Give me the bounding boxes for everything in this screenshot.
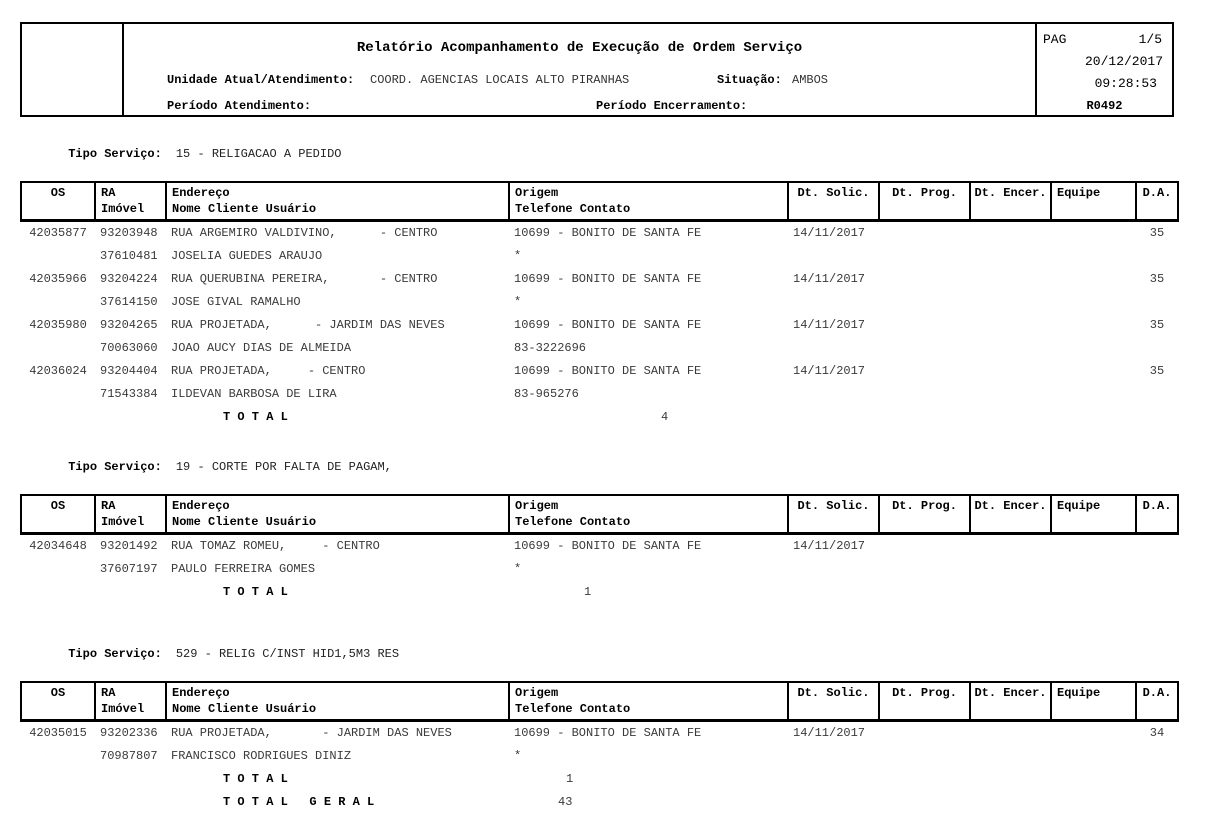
os-header-label: OS	[22, 185, 94, 201]
origem-header-label: Origem	[515, 498, 784, 514]
endereco-cell: RUA PROJETADA, - JARDIM DAS NEVES	[166, 721, 509, 746]
column-header-da	[1136, 495, 1178, 534]
dt-encer-cell	[970, 245, 1051, 268]
column-header-equipe	[1051, 682, 1136, 721]
imovel-cell: 71543384	[95, 383, 166, 406]
dt-solic-cell: 14/11/2017	[788, 721, 879, 746]
os-cell: 42035966	[21, 268, 95, 291]
dt-encer-cell	[970, 221, 1051, 246]
situacao-value: AMBOS	[792, 72, 828, 88]
os-cell: 42036024	[21, 360, 95, 383]
os-header-label: OS	[22, 685, 94, 701]
record-row-line2	[21, 745, 1178, 768]
tipo-servico-value: 15 - RELIGACAO A PEDIDO	[176, 147, 342, 161]
dt-prog-cell	[879, 383, 970, 406]
record-row-line1	[21, 268, 1178, 291]
equipe-header-label: Equipe	[1057, 685, 1132, 701]
telefone-cell: *	[509, 291, 788, 314]
os-cell	[21, 558, 95, 581]
da-cell	[1136, 581, 1178, 604]
os-cell	[21, 406, 95, 429]
imovel-cell: 37610481	[95, 245, 166, 268]
situacao-label: Situação:	[717, 72, 782, 88]
dt-encer-header-label: Dt. Encer.	[971, 185, 1050, 201]
equipe-cell	[1051, 221, 1136, 246]
endereco-header-label: Endereço	[172, 185, 505, 201]
tipo-servico-line	[25, 443, 1205, 491]
dt-solic-header-label: Dt. Solic.	[789, 185, 878, 201]
equipe-cell	[1051, 721, 1136, 746]
equipe-cell	[1051, 314, 1136, 337]
column-header-endereco-nome	[166, 682, 509, 721]
dt-prog-header-label: Dt. Prog.	[880, 185, 969, 201]
ra-header-label: RA	[101, 685, 162, 701]
column-header-ra-imovel	[95, 182, 166, 221]
os-cell: 42035980	[21, 314, 95, 337]
origem-header-label: Origem	[515, 685, 784, 701]
telefone-cell: 83-3222696	[509, 337, 788, 360]
column-header-origem-telefone	[509, 495, 788, 534]
dt-solic-cell: 14/11/2017	[788, 314, 879, 337]
telefone-cell: 83-965276	[509, 383, 788, 406]
column-header-dt-prog	[879, 682, 970, 721]
dt-encer-cell	[970, 768, 1051, 791]
tipo-servico-value: 19 - CORTE POR FALTA DE PAGAM,	[176, 460, 392, 474]
table-body	[21, 221, 1178, 430]
origem-cell: 10699 - BONITO DE SANTA FE	[509, 221, 788, 246]
equipe-cell	[1051, 791, 1136, 814]
equipe-cell	[1051, 406, 1136, 429]
dt-encer-cell	[970, 581, 1051, 604]
dt-solic-cell	[788, 245, 879, 268]
telefone-cell: *	[509, 245, 788, 268]
equipe-cell	[1051, 581, 1136, 604]
os-cell	[21, 581, 95, 604]
service-orders-table	[20, 681, 1179, 814]
total-value: 1	[509, 581, 788, 604]
report-code: R0492	[1037, 95, 1172, 117]
equipe-cell	[1051, 337, 1136, 360]
column-header-endereco-nome	[166, 495, 509, 534]
record-row-line1	[21, 221, 1178, 246]
column-header-endereco-nome	[166, 182, 509, 221]
column-header-os	[21, 495, 95, 534]
dt-prog-cell	[879, 581, 970, 604]
da-cell	[1136, 291, 1178, 314]
pag-label: PAG	[1043, 29, 1066, 51]
equipe-cell	[1051, 534, 1136, 559]
os-cell	[21, 745, 95, 768]
ra-cell: 93204265	[95, 314, 166, 337]
tipo-servico-label: Tipo Serviço:	[68, 460, 162, 474]
table-header-row	[21, 682, 1178, 721]
dt-prog-cell	[879, 534, 970, 559]
os-cell	[21, 245, 95, 268]
record-row-line2	[21, 558, 1178, 581]
column-header-os	[21, 682, 95, 721]
dt-solic-cell: 14/11/2017	[788, 534, 879, 559]
dt-prog-cell	[879, 360, 970, 383]
report-title: Relatório Acompanhamento de Execução de Ordem Serviço	[124, 40, 1035, 56]
equipe-header-label: Equipe	[1057, 498, 1132, 514]
nome-cliente-cell: ILDEVAN BARBOSA DE LIRA	[166, 383, 509, 406]
dt-encer-cell	[970, 791, 1051, 814]
ra-cell	[95, 581, 166, 604]
origem-cell: 10699 - BONITO DE SANTA FE	[509, 268, 788, 291]
dt-prog-cell	[879, 745, 970, 768]
column-header-ra-imovel	[95, 682, 166, 721]
da-cell	[1136, 245, 1178, 268]
dt-solic-cell	[788, 745, 879, 768]
tipo-servico-line	[25, 130, 1205, 178]
equipe-cell	[1051, 768, 1136, 791]
origem-cell: 10699 - BONITO DE SANTA FE	[509, 360, 788, 383]
total-value: 43	[509, 791, 788, 814]
dt-solic-cell: 14/11/2017	[788, 360, 879, 383]
da-cell: 34	[1136, 721, 1178, 746]
dt-prog-cell	[879, 268, 970, 291]
unidade-atendimento-value: COORD. AGENCIAS LOCAIS ALTO PIRANHAS	[370, 72, 629, 88]
da-cell	[1136, 558, 1178, 581]
service-orders-table	[20, 181, 1179, 429]
column-header-equipe	[1051, 182, 1136, 221]
ra-cell: 93204404	[95, 360, 166, 383]
dt-prog-cell	[879, 337, 970, 360]
os-cell: 42034648	[21, 534, 95, 559]
da-cell	[1136, 406, 1178, 429]
nome-cliente-cell: FRANCISCO RODRIGUES DINIZ	[166, 745, 509, 768]
tipo-servico-label: Tipo Serviço:	[68, 147, 162, 161]
column-header-dt-encer	[970, 182, 1051, 221]
da-header-label: D.A.	[1137, 185, 1177, 201]
dt-solic-cell	[788, 791, 879, 814]
os-cell	[21, 291, 95, 314]
column-header-da	[1136, 682, 1178, 721]
tipo-servico-section	[20, 443, 1205, 604]
imovel-cell: 70063060	[95, 337, 166, 360]
da-cell	[1136, 534, 1178, 559]
column-header-dt-solic	[788, 682, 879, 721]
total-label: T O T A L	[166, 768, 509, 791]
os-cell	[21, 791, 95, 814]
record-row-line2	[21, 383, 1178, 406]
dt-solic-cell: 14/11/2017	[788, 268, 879, 291]
tipo-servico-label: Tipo Serviço:	[68, 647, 162, 661]
telefone-cell: *	[509, 745, 788, 768]
origem-cell: 10699 - BONITO DE SANTA FE	[509, 721, 788, 746]
equipe-header-label: Equipe	[1057, 185, 1132, 201]
os-cell: 42035015	[21, 721, 95, 746]
nome-header-label: Nome Cliente Usuário	[172, 201, 505, 217]
equipe-cell	[1051, 383, 1136, 406]
dt-encer-cell	[970, 337, 1051, 360]
dt-prog-cell	[879, 558, 970, 581]
os-cell	[21, 383, 95, 406]
total-row	[21, 768, 1178, 791]
total-row	[21, 581, 1178, 604]
column-header-dt-encer	[970, 682, 1051, 721]
dt-encer-header-label: Dt. Encer.	[971, 498, 1050, 514]
dt-prog-cell	[879, 291, 970, 314]
column-header-dt-encer	[970, 495, 1051, 534]
column-header-equipe	[1051, 495, 1136, 534]
nome-cliente-cell: JOAO AUCY DIAS DE ALMEIDA	[166, 337, 509, 360]
ra-header-label: RA	[101, 498, 162, 514]
equipe-cell	[1051, 558, 1136, 581]
nome-cliente-cell: PAULO FERREIRA GOMES	[166, 558, 509, 581]
telefone-header-label: Telefone Contato	[515, 701, 784, 717]
record-row-line1	[21, 360, 1178, 383]
origem-cell: 10699 - BONITO DE SANTA FE	[509, 314, 788, 337]
da-cell	[1136, 745, 1178, 768]
dt-prog-cell	[879, 721, 970, 746]
endereco-cell: RUA ARGEMIRO VALDIVINO, - CENTRO	[166, 221, 509, 246]
origem-cell: 10699 - BONITO DE SANTA FE	[509, 534, 788, 559]
os-header-label: OS	[22, 498, 94, 514]
periodo-atendimento-label: Período Atendimento:	[167, 98, 311, 114]
record-row-line1	[21, 721, 1178, 746]
page-number-line	[1037, 29, 1172, 51]
dt-solic-header-label: Dt. Solic.	[789, 685, 878, 701]
endereco-cell: RUA QUERUBINA PEREIRA, - CENTRO	[166, 268, 509, 291]
table-body	[21, 721, 1178, 814]
record-row-line2	[21, 337, 1178, 360]
dt-solic-cell: 14/11/2017	[788, 221, 879, 246]
dt-encer-header-label: Dt. Encer.	[971, 685, 1050, 701]
equipe-cell	[1051, 268, 1136, 291]
page-number: 1/5	[1139, 29, 1162, 51]
nome-cliente-cell: JOSE GIVAL RAMALHO	[166, 291, 509, 314]
record-row-line2	[21, 291, 1178, 314]
dt-prog-cell	[879, 768, 970, 791]
logo-cell	[22, 24, 124, 115]
dt-encer-cell	[970, 314, 1051, 337]
endereco-cell: RUA PROJETADA, - JARDIM DAS NEVES	[166, 314, 509, 337]
ra-cell: 93203948	[95, 221, 166, 246]
imovel-header-label: Imóvel	[101, 514, 162, 530]
dt-prog-cell	[879, 406, 970, 429]
da-cell	[1136, 791, 1178, 814]
dt-encer-cell	[970, 534, 1051, 559]
report-date: 20/12/2017	[1037, 51, 1172, 73]
imovel-cell: 37607197	[95, 558, 166, 581]
dt-encer-cell	[970, 406, 1051, 429]
record-row-line1	[21, 534, 1178, 559]
ra-cell	[95, 768, 166, 791]
da-cell: 35	[1136, 221, 1178, 246]
column-header-da	[1136, 182, 1178, 221]
tipo-servico-section	[20, 630, 1205, 814]
dt-encer-cell	[970, 383, 1051, 406]
report-header-center	[124, 24, 1035, 115]
equipe-cell	[1051, 360, 1136, 383]
tipo-servico-line	[25, 630, 1205, 678]
dt-prog-header-label: Dt. Prog.	[880, 685, 969, 701]
page-info-cell	[1035, 24, 1172, 115]
dt-encer-cell	[970, 360, 1051, 383]
dt-solic-cell	[788, 406, 879, 429]
da-header-label: D.A.	[1137, 685, 1177, 701]
report-time: 09:28:53	[1037, 73, 1172, 95]
os-cell	[21, 768, 95, 791]
endereco-cell: RUA PROJETADA, - CENTRO	[166, 360, 509, 383]
record-row-line2	[21, 245, 1178, 268]
column-header-os	[21, 182, 95, 221]
total-value: 4	[509, 406, 788, 429]
tipo-servico-value: 529 - RELIG C/INST HID1,5M3 RES	[176, 647, 399, 661]
dt-prog-header-label: Dt. Prog.	[880, 498, 969, 514]
ra-cell	[95, 406, 166, 429]
telefone-header-label: Telefone Contato	[515, 201, 784, 217]
column-header-origem-telefone	[509, 682, 788, 721]
os-cell	[21, 337, 95, 360]
nome-header-label: Nome Cliente Usuário	[172, 701, 505, 717]
imovel-cell: 70987807	[95, 745, 166, 768]
dt-solic-header-label: Dt. Solic.	[789, 498, 878, 514]
dt-encer-cell	[970, 745, 1051, 768]
nome-header-label: Nome Cliente Usuário	[172, 514, 505, 530]
da-cell: 35	[1136, 268, 1178, 291]
dt-solic-cell	[788, 291, 879, 314]
tipo-servico-section	[20, 130, 1205, 429]
column-header-dt-prog	[879, 182, 970, 221]
ra-cell	[95, 791, 166, 814]
total-row	[21, 791, 1178, 814]
dt-solic-cell	[788, 337, 879, 360]
dt-encer-cell	[970, 291, 1051, 314]
da-cell	[1136, 337, 1178, 360]
da-cell: 35	[1136, 360, 1178, 383]
column-header-dt-solic	[788, 182, 879, 221]
os-cell: 42035877	[21, 221, 95, 246]
endereco-header-label: Endereço	[172, 498, 505, 514]
telefone-cell: *	[509, 558, 788, 581]
dt-prog-cell	[879, 791, 970, 814]
ra-cell: 93204224	[95, 268, 166, 291]
report-header-box	[20, 22, 1174, 117]
periodo-encerramento-label: Período Encerramento:	[596, 98, 747, 114]
total-row	[21, 406, 1178, 429]
total-value: 1	[509, 768, 788, 791]
nome-cliente-cell: JOSELIA GUEDES ARAUJO	[166, 245, 509, 268]
dt-encer-cell	[970, 558, 1051, 581]
da-cell: 35	[1136, 314, 1178, 337]
dt-prog-cell	[879, 221, 970, 246]
ra-header-label: RA	[101, 185, 162, 201]
ra-cell: 93201492	[95, 534, 166, 559]
dt-prog-cell	[879, 314, 970, 337]
column-header-origem-telefone	[509, 182, 788, 221]
dt-solic-cell	[788, 383, 879, 406]
dt-prog-cell	[879, 245, 970, 268]
dt-solic-cell	[788, 581, 879, 604]
table-body	[21, 534, 1178, 605]
dt-encer-cell	[970, 721, 1051, 746]
service-orders-table	[20, 494, 1179, 604]
total-label: T O T A L	[166, 406, 509, 429]
dt-solic-cell	[788, 768, 879, 791]
column-header-ra-imovel	[95, 495, 166, 534]
equipe-cell	[1051, 745, 1136, 768]
da-header-label: D.A.	[1137, 498, 1177, 514]
origem-header-label: Origem	[515, 185, 784, 201]
da-cell	[1136, 768, 1178, 791]
total-label: T O T A L	[166, 581, 509, 604]
imovel-header-label: Imóvel	[101, 701, 162, 717]
dt-solic-cell	[788, 558, 879, 581]
table-header-row	[21, 495, 1178, 534]
equipe-cell	[1051, 291, 1136, 314]
total-label: T O T A L G E R A L	[166, 791, 509, 814]
imovel-header-label: Imóvel	[101, 201, 162, 217]
endereco-cell: RUA TOMAZ ROMEU, - CENTRO	[166, 534, 509, 559]
unidade-atendimento-label: Unidade Atual/Atendimento:	[167, 72, 354, 88]
telefone-header-label: Telefone Contato	[515, 514, 784, 530]
column-header-dt-solic	[788, 495, 879, 534]
equipe-cell	[1051, 245, 1136, 268]
record-row-line1	[21, 314, 1178, 337]
dt-encer-cell	[970, 268, 1051, 291]
ra-cell: 93202336	[95, 721, 166, 746]
da-cell	[1136, 383, 1178, 406]
column-header-dt-prog	[879, 495, 970, 534]
imovel-cell: 37614150	[95, 291, 166, 314]
table-header-row	[21, 182, 1178, 221]
endereco-header-label: Endereço	[172, 685, 505, 701]
